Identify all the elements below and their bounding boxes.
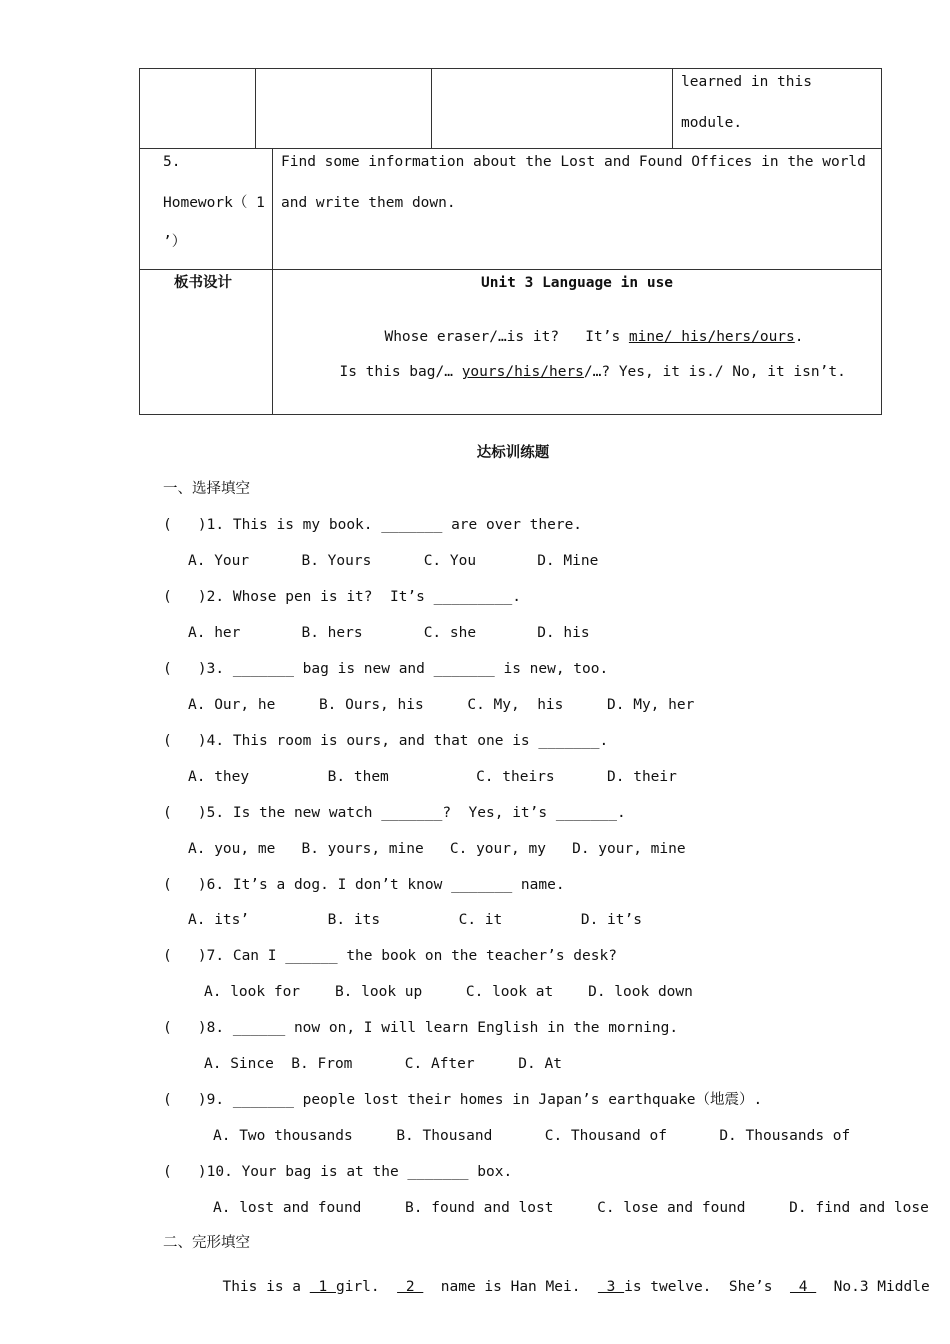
table-row-1-cell-2	[255, 68, 432, 149]
homework-content-2: and write them down.	[281, 195, 456, 211]
question-3-options: A. Our, he B. Ours, his C. My, his D. My, her	[188, 697, 695, 713]
cloze-blank-1: 1	[309, 1279, 336, 1295]
board-line-2-pre: Is this bag/…	[339, 364, 462, 380]
cloze-text-4: is twelve. She’s	[624, 1279, 790, 1295]
question-7-options: A. look for B. look up C. look at D. look down	[204, 984, 693, 1000]
section-1-heading: 一、选择填空	[163, 481, 250, 497]
board-line-1-pre: Whose eraser/…is it? It’s	[384, 329, 629, 345]
question-3: ( )3. _______ bag is new and _______ is new, too.	[163, 661, 609, 677]
question-8-options: A. Since B. From C. After D. At	[204, 1056, 562, 1072]
question-7: ( )7. Can I ______ the book on the teacher’s desk?	[163, 948, 617, 964]
question-9-options: A. Two thousands B. Thousand C. Thousand of D. Thousands of	[213, 1128, 851, 1144]
cloze-blank-4: 4	[789, 1279, 817, 1295]
question-6-options: A. its’ B. its C. it D. it’s	[188, 912, 642, 928]
board-line-2	[322, 345, 846, 381]
question-2: ( )2. Whose pen is it? It’s _________.	[163, 589, 521, 605]
question-5: ( )5. Is the new watch _______? Yes, it’s _______.	[163, 805, 626, 821]
cloze-text-5: No.3 Middle	[816, 1279, 930, 1295]
cloze-passage-line-1	[205, 1260, 930, 1296]
row1-col4-text-1: learned in this	[681, 74, 812, 90]
board-line-1-underlined: mine/ his/hers/ours	[628, 329, 795, 345]
cloze-blank-3: 3	[597, 1279, 625, 1295]
homework-label-1: 5.	[163, 154, 181, 170]
homework-label-2: Homework（ 1	[163, 195, 265, 211]
question-6: ( )6. It’s a dog. I don’t know _______ name.	[163, 877, 565, 893]
table-row-1-cell-1	[139, 68, 256, 149]
question-5-options: A. you, me B. yours, mine C. your, my D. your, mine	[188, 841, 686, 857]
board-line-2-post: /…? Yes, it is./ No, it isn’t.	[583, 364, 846, 380]
board-line-2-underlined: yours/his/hers	[461, 364, 584, 380]
table-row-1-cell-3	[431, 68, 673, 149]
homework-label-3: ’）	[163, 234, 187, 250]
homework-content-1: Find some information about the Lost and Found Offices in the world	[281, 154, 866, 170]
question-8: ( )8. ______ now on, I will learn English in the morning.	[163, 1020, 679, 1036]
question-2-options: A. her B. hers C. she D. his	[188, 625, 590, 641]
question-4-options: A. they B. them C. theirs D. their	[188, 769, 677, 785]
cloze-text-3: name is Han Mei.	[423, 1279, 598, 1295]
question-10: ( )10. Your bag is at the _______ box.	[163, 1164, 513, 1180]
board-title: Unit 3 Language in use	[480, 275, 674, 291]
board-design-label: 板书设计	[174, 275, 232, 291]
question-1: ( )1. This is my book. _______ are over there.	[163, 517, 583, 533]
exercise-title: 达标训练题	[476, 445, 550, 461]
question-4: ( )4. This room is ours, and that one is _______.	[163, 733, 609, 749]
section-2-heading: 二、完形填空	[163, 1235, 250, 1251]
cloze-text-1: This is a	[222, 1279, 310, 1295]
row1-col4-text-2: module.	[681, 115, 743, 131]
board-line-1	[367, 310, 804, 346]
board-line-1-post: .	[794, 329, 804, 345]
question-1-options: A. Your B. Yours C. You D. Mine	[188, 553, 599, 569]
question-9: ( )9. _______ people lost their homes in Japan’s earthquake（地震）.	[163, 1092, 763, 1108]
question-10-options: A. lost and found B. found and lost C. lose and found D. find and lose	[213, 1200, 929, 1216]
cloze-text-2: girl.	[335, 1279, 398, 1295]
cloze-blank-2: 2	[397, 1279, 424, 1295]
